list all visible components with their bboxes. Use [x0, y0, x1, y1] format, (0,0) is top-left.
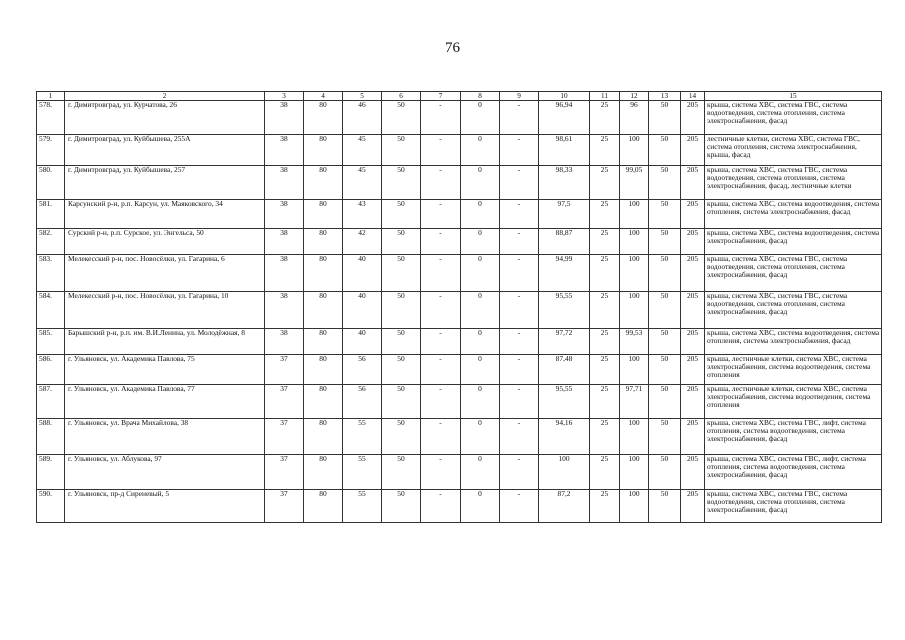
systems-cell: крыша, лестничные клетки, система ХВС, система электроснабжения, система водоотведения, система отопления: [705, 385, 882, 419]
value-cell-10: 97,72: [539, 329, 590, 355]
value-cell-4: 80: [304, 419, 343, 455]
table-row: [37, 255, 882, 292]
value-cell-12: 100: [620, 419, 649, 455]
value-cell-7: -: [421, 385, 461, 419]
column-header-1: 1: [37, 92, 65, 101]
value-cell-8: 0: [461, 385, 500, 419]
page-number: 76: [445, 40, 460, 56]
value-cell-7: -: [421, 166, 461, 200]
value-cell-11: 25: [590, 166, 620, 200]
systems-cell: крыша, система ХВС, система ГВС, система водоотведения, система отопления, система электроснабжения, фасад: [705, 255, 882, 292]
value-cell-9: -: [500, 166, 539, 200]
value-cell-12: 96: [620, 101, 649, 135]
value-cell-14: 205: [681, 166, 705, 200]
value-cell-13: 50: [649, 101, 681, 135]
value-cell-8: 0: [461, 255, 500, 292]
value-cell-4: 80: [304, 490, 343, 523]
table-row: [37, 166, 882, 200]
value-cell-14: 205: [681, 385, 705, 419]
value-cell-3: 38: [265, 101, 304, 135]
row-number: 586.: [37, 355, 65, 385]
value-cell-5: 56: [343, 385, 382, 419]
value-cell-5: 46: [343, 101, 382, 135]
value-cell-4: 80: [304, 355, 343, 385]
value-cell-5: 42: [343, 229, 382, 255]
value-cell-4: 80: [304, 329, 343, 355]
row-number: 590.: [37, 490, 65, 523]
value-cell-10: 87,48: [539, 355, 590, 385]
value-cell-4: 80: [304, 101, 343, 135]
row-number: 585.: [37, 329, 65, 355]
value-cell-8: 0: [461, 292, 500, 329]
address-cell: г. Димитровград, ул. Куйбышева, 255А: [65, 135, 265, 166]
value-cell-7: -: [421, 329, 461, 355]
column-header-2: 2: [65, 92, 265, 101]
column-header-10: 10: [539, 92, 590, 101]
row-number: 579.: [37, 135, 65, 166]
value-cell-4: 80: [304, 455, 343, 490]
value-cell-7: -: [421, 490, 461, 523]
value-cell-10: 98,33: [539, 166, 590, 200]
value-cell-10: 97,5: [539, 200, 590, 229]
table-row: [37, 385, 882, 419]
table-row: [37, 101, 882, 135]
value-cell-8: 0: [461, 101, 500, 135]
value-cell-9: -: [500, 419, 539, 455]
value-cell-4: 80: [304, 292, 343, 329]
address-cell: Мелекесский р-н, пос. Новосёлки, ул. Гагарина, 6: [65, 255, 265, 292]
address-cell: Барышский р-н, р.п. им. В.И.Ленина, ул. Молодёжная, 8: [65, 329, 265, 355]
value-cell-3: 38: [265, 292, 304, 329]
value-cell-14: 205: [681, 101, 705, 135]
value-cell-14: 205: [681, 355, 705, 385]
value-cell-12: 100: [620, 355, 649, 385]
value-cell-9: -: [500, 255, 539, 292]
value-cell-8: 0: [461, 200, 500, 229]
value-cell-4: 80: [304, 200, 343, 229]
table-row: [37, 200, 882, 229]
systems-cell: крыша, лестничные клетки, система ХВС, система электроснабжения, система водоотведения, система отопления: [705, 355, 882, 385]
value-cell-8: 0: [461, 135, 500, 166]
value-cell-7: -: [421, 200, 461, 229]
value-cell-6: 50: [382, 292, 421, 329]
value-cell-10: 100: [539, 455, 590, 490]
value-cell-5: 45: [343, 135, 382, 166]
value-cell-5: 40: [343, 329, 382, 355]
value-cell-7: -: [421, 255, 461, 292]
value-cell-4: 80: [304, 229, 343, 255]
value-cell-8: 0: [461, 166, 500, 200]
value-cell-14: 205: [681, 292, 705, 329]
value-cell-11: 25: [590, 229, 620, 255]
table-row: [37, 490, 882, 523]
address-cell: г. Ульяновск, ул. Врача Михайлова, 38: [65, 419, 265, 455]
value-cell-8: 0: [461, 490, 500, 523]
systems-cell: крыша, система ХВС, система ГВС, лифт, система отопления, система водоотведения, система электроснабжения, фасад: [705, 455, 882, 490]
value-cell-12: 99,05: [620, 166, 649, 200]
value-cell-4: 80: [304, 385, 343, 419]
value-cell-10: 94,16: [539, 419, 590, 455]
column-header-5: 5: [343, 92, 382, 101]
table-row: [37, 292, 882, 329]
column-header-11: 11: [590, 92, 620, 101]
value-cell-14: 205: [681, 135, 705, 166]
value-cell-14: 205: [681, 490, 705, 523]
value-cell-14: 205: [681, 419, 705, 455]
address-cell: г. Ульяновск, ул. Аблукова, 97: [65, 455, 265, 490]
value-cell-7: -: [421, 101, 461, 135]
value-cell-11: 25: [590, 385, 620, 419]
value-cell-13: 50: [649, 292, 681, 329]
value-cell-6: 50: [382, 355, 421, 385]
value-cell-12: 100: [620, 455, 649, 490]
value-cell-10: 95,55: [539, 385, 590, 419]
column-header-13: 13: [649, 92, 681, 101]
value-cell-13: 50: [649, 329, 681, 355]
housing-register-table: [36, 91, 882, 523]
systems-cell: крыша, система ХВС, система ГВС, система водоотведения, система отопления, система электроснабжения, фасад: [705, 101, 882, 135]
systems-cell: крыша, система ХВС, система ГВС, система водоотведения, система отопления, система электроснабжения, фасад, лестничные клетки: [705, 166, 882, 200]
value-cell-13: 50: [649, 135, 681, 166]
address-cell: Мелекесский р-н, пос. Новосёлки, ул. Гагарина, 10: [65, 292, 265, 329]
row-number: 578.: [37, 101, 65, 135]
value-cell-12: 100: [620, 135, 649, 166]
value-cell-11: 25: [590, 135, 620, 166]
value-cell-12: 100: [620, 292, 649, 329]
address-cell: г. Ульяновск, ул. Академика Павлова, 77: [65, 385, 265, 419]
value-cell-6: 50: [382, 490, 421, 523]
value-cell-9: -: [500, 329, 539, 355]
value-cell-9: -: [500, 135, 539, 166]
column-header-14: 14: [681, 92, 705, 101]
value-cell-6: 50: [382, 200, 421, 229]
address-cell: г. Димитровград, ул. Куйбышева, 257: [65, 166, 265, 200]
column-header-4: 4: [304, 92, 343, 101]
value-cell-13: 50: [649, 455, 681, 490]
value-cell-6: 50: [382, 166, 421, 200]
value-cell-13: 50: [649, 255, 681, 292]
value-cell-11: 25: [590, 329, 620, 355]
systems-cell: крыша, система ХВС, система водоотведения, система отопления, система электроснабжения, фасад: [705, 329, 882, 355]
value-cell-6: 50: [382, 229, 421, 255]
value-cell-14: 205: [681, 229, 705, 255]
value-cell-13: 50: [649, 419, 681, 455]
value-cell-3: 37: [265, 455, 304, 490]
value-cell-7: -: [421, 419, 461, 455]
systems-cell: крыша, система ХВС, система водоотведения, система электроснабжения, фасад: [705, 229, 882, 255]
value-cell-13: 50: [649, 229, 681, 255]
value-cell-3: 37: [265, 355, 304, 385]
value-cell-6: 50: [382, 419, 421, 455]
value-cell-4: 80: [304, 166, 343, 200]
value-cell-6: 50: [382, 455, 421, 490]
value-cell-7: -: [421, 229, 461, 255]
row-number: 580.: [37, 166, 65, 200]
value-cell-5: 40: [343, 292, 382, 329]
value-cell-8: 0: [461, 419, 500, 455]
column-header-7: 7: [421, 92, 461, 101]
address-cell: г. Ульяновск, пр-д Сиреневый, 5: [65, 490, 265, 523]
value-cell-9: -: [500, 292, 539, 329]
value-cell-7: -: [421, 455, 461, 490]
row-number: 583.: [37, 255, 65, 292]
value-cell-5: 56: [343, 355, 382, 385]
value-cell-13: 50: [649, 490, 681, 523]
value-cell-11: 25: [590, 255, 620, 292]
value-cell-6: 50: [382, 385, 421, 419]
value-cell-11: 25: [590, 455, 620, 490]
value-cell-3: 38: [265, 329, 304, 355]
column-number-row: [37, 92, 882, 101]
value-cell-4: 80: [304, 255, 343, 292]
column-header-9: 9: [500, 92, 539, 101]
table-row: [37, 419, 882, 455]
value-cell-14: 205: [681, 329, 705, 355]
address-cell: г. Ульяновск, ул. Академика Павлова, 75: [65, 355, 265, 385]
column-header-15: 15: [705, 92, 882, 101]
value-cell-10: 87,2: [539, 490, 590, 523]
value-cell-13: 50: [649, 385, 681, 419]
table-row: [37, 355, 882, 385]
value-cell-13: 50: [649, 355, 681, 385]
value-cell-5: 43: [343, 200, 382, 229]
column-header-12: 12: [620, 92, 649, 101]
value-cell-6: 50: [382, 329, 421, 355]
value-cell-8: 0: [461, 355, 500, 385]
value-cell-11: 25: [590, 200, 620, 229]
value-cell-9: -: [500, 229, 539, 255]
value-cell-6: 50: [382, 135, 421, 166]
value-cell-11: 25: [590, 355, 620, 385]
address-cell: Карсунский р-н, р.п. Карсун, ул. Маяковского, 34: [65, 200, 265, 229]
value-cell-9: -: [500, 490, 539, 523]
value-cell-12: 99,53: [620, 329, 649, 355]
row-number: 581.: [37, 200, 65, 229]
value-cell-7: -: [421, 355, 461, 385]
value-cell-14: 205: [681, 200, 705, 229]
row-number: 587.: [37, 385, 65, 419]
table-row: [37, 135, 882, 166]
systems-cell: лестничные клетки, система ХВС, система ГВС, система отопления, система электроснабжения, крыша, фасад: [705, 135, 882, 166]
value-cell-12: 100: [620, 255, 649, 292]
value-cell-3: 38: [265, 135, 304, 166]
value-cell-7: -: [421, 135, 461, 166]
value-cell-10: 96,94: [539, 101, 590, 135]
value-cell-12: 100: [620, 229, 649, 255]
value-cell-7: -: [421, 292, 461, 329]
value-cell-12: 97,71: [620, 385, 649, 419]
column-header-6: 6: [382, 92, 421, 101]
value-cell-10: 88,87: [539, 229, 590, 255]
value-cell-11: 25: [590, 292, 620, 329]
value-cell-9: -: [500, 385, 539, 419]
value-cell-5: 45: [343, 166, 382, 200]
value-cell-3: 37: [265, 419, 304, 455]
value-cell-8: 0: [461, 455, 500, 490]
value-cell-9: -: [500, 101, 539, 135]
value-cell-6: 50: [382, 101, 421, 135]
row-number: 584.: [37, 292, 65, 329]
value-cell-3: 37: [265, 490, 304, 523]
address-cell: г. Димитровград, ул. Курчатова, 26: [65, 101, 265, 135]
value-cell-3: 38: [265, 200, 304, 229]
table-row: [37, 329, 882, 355]
value-cell-12: 100: [620, 490, 649, 523]
value-cell-4: 80: [304, 135, 343, 166]
value-cell-8: 0: [461, 329, 500, 355]
value-cell-6: 50: [382, 255, 421, 292]
value-cell-11: 25: [590, 490, 620, 523]
row-number: 589.: [37, 455, 65, 490]
value-cell-3: 37: [265, 385, 304, 419]
table-row: [37, 455, 882, 490]
systems-cell: крыша, система ХВС, система ГВС, система водоотведения, система отопления, система электроснабжения, фасад: [705, 490, 882, 523]
address-cell: Сурский р-н, р.п. Сурское, ул. Энгельса, 50: [65, 229, 265, 255]
value-cell-5: 40: [343, 255, 382, 292]
systems-cell: крыша, система ХВС, система ГВС, система водоотведения, система отопления, система электроснабжения, фасад: [705, 292, 882, 329]
value-cell-11: 25: [590, 419, 620, 455]
value-cell-9: -: [500, 200, 539, 229]
value-cell-10: 95,55: [539, 292, 590, 329]
value-cell-10: 98,61: [539, 135, 590, 166]
value-cell-13: 50: [649, 166, 681, 200]
column-header-3: 3: [265, 92, 304, 101]
value-cell-8: 0: [461, 229, 500, 255]
value-cell-9: -: [500, 355, 539, 385]
table-row: [37, 229, 882, 255]
value-cell-12: 100: [620, 200, 649, 229]
value-cell-14: 205: [681, 255, 705, 292]
value-cell-9: -: [500, 455, 539, 490]
column-header-8: 8: [461, 92, 500, 101]
value-cell-5: 55: [343, 490, 382, 523]
row-number: 588.: [37, 419, 65, 455]
value-cell-5: 55: [343, 419, 382, 455]
value-cell-13: 50: [649, 200, 681, 229]
value-cell-3: 38: [265, 229, 304, 255]
value-cell-14: 205: [681, 455, 705, 490]
value-cell-3: 38: [265, 255, 304, 292]
value-cell-5: 55: [343, 455, 382, 490]
value-cell-10: 94,99: [539, 255, 590, 292]
systems-cell: крыша, система ХВС, система водоотведения, система отопления, система электроснабжения, фасад: [705, 200, 882, 229]
systems-cell: крыша, система ХВС, система ГВС, лифт, система отопления, система водоотведения, система электроснабжения, фасад: [705, 419, 882, 455]
value-cell-11: 25: [590, 101, 620, 135]
row-number: 582.: [37, 229, 65, 255]
value-cell-3: 38: [265, 166, 304, 200]
